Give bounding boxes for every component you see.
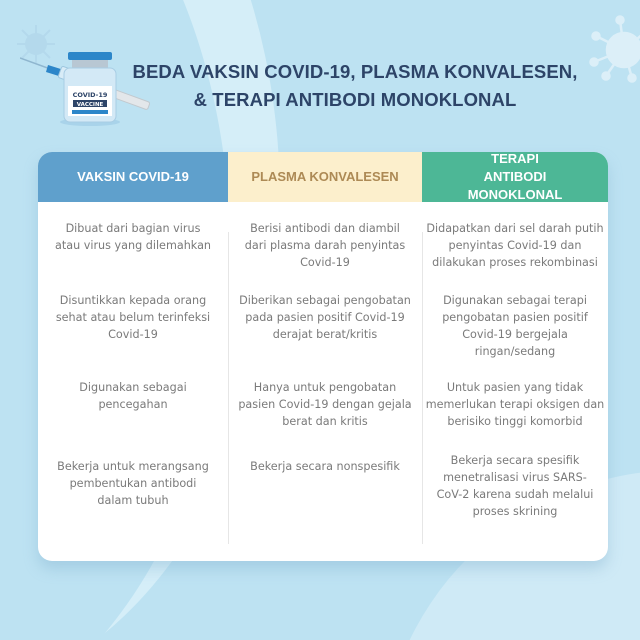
title-line-2: & TERAPI ANTIBODI MONOKLONAL <box>193 89 517 110</box>
table-cell: Digunakan sebagai terapi pengobatan pasien positif Covid-19 bergejala ringan/sedang <box>442 294 588 358</box>
header-terapi-antibodi <box>422 152 608 202</box>
vial-label: VACCINE <box>76 102 104 108</box>
table-body <box>38 202 608 561</box>
table-cell: Disuntikkan kepada orang sehat atau belum terinfeksi Covid-19 <box>55 294 211 341</box>
header-terapi-antibodi-label: TERAPI ANTIBODI MONOKLONAL <box>467 152 563 202</box>
header-plasma-konvalesen: PLASMA KONVALESEN <box>228 152 422 202</box>
table-cell: Bekerja untuk merangsang pembentukan antibodi dalam tubuh <box>57 460 209 507</box>
column-terapi-antibodi <box>422 202 608 561</box>
header-vaksin-covid: VAKSIN COVID-19 <box>38 152 228 202</box>
table-cell: Bekerja secara spesifik menetralisasi virus SARS-CoV-2 karena sudah melalui proses skrining <box>436 454 594 518</box>
table-cell: Dibuat dari bagian virus atau virus yang dilemahkan <box>54 222 212 252</box>
table-cell: Untuk pasien yang tidak memerlukan terapi oksigen dan berisiko tinggi komorbid <box>425 381 605 428</box>
vial-label: COVID-19 <box>72 91 108 99</box>
table-cell: Diberikan sebagai pengobatan pada pasien positif Covid-19 derajat berat/kritis <box>239 294 411 341</box>
table-cell: Berisi antibodi dan diambil dari plasma darah penyintas Covid-19 <box>244 222 406 269</box>
title-line-1: BEDA VAKSIN COVID-19, PLASMA KONVALESEN, <box>132 61 578 82</box>
table-cell: Bekerja secara nonspesifik <box>250 460 400 473</box>
table-cell: Digunakan sebagai pencegahan <box>79 381 187 411</box>
page-title <box>120 58 590 114</box>
table-header-row <box>38 152 608 202</box>
column-plasma-konvalesen <box>228 202 422 561</box>
virus-icon <box>584 14 640 84</box>
comparison-table <box>38 152 608 561</box>
table-cell: Hanya untuk pengobatan pasien Covid-19 dengan gejala berat dan kritis <box>238 381 412 428</box>
column-vaksin-covid <box>38 202 228 561</box>
table-cell: Didapatkan dari sel darah putih penyintas Covid-19 dan dilakukan proses rekombinasi <box>426 222 604 269</box>
